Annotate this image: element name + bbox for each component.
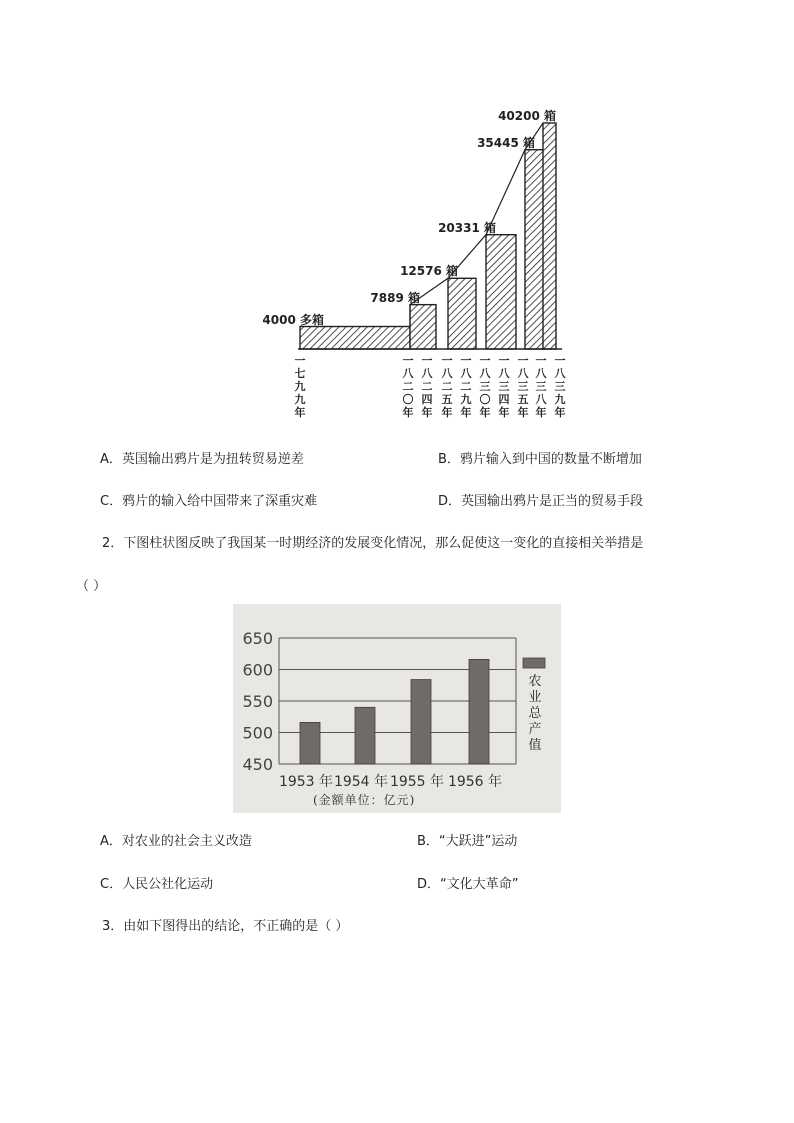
agri-chart-svg xyxy=(233,604,561,813)
legend-swatch xyxy=(523,658,545,668)
bar-value-label: 20331 箱 xyxy=(438,220,496,235)
q2-stem xyxy=(102,532,643,551)
q1-option-d[interactable]: D．英国输出鸦片是正当的贸易手段 xyxy=(438,494,644,509)
year-tick-label: 一八二五年 xyxy=(441,354,453,419)
year-tick-label: 一八二〇年 xyxy=(402,354,414,419)
x-tick-label: 1954 年 xyxy=(333,774,389,790)
year-tick-label: 一八三〇年 xyxy=(479,354,491,419)
q2-option-a[interactable]: A．对农业的社会主义改造 xyxy=(100,834,252,849)
year-tick-label: 一八三四年 xyxy=(498,354,510,419)
year-tick-label: 一八二九年 xyxy=(460,354,472,419)
q1-option-c[interactable]: C．鸦片的输入给中国带来了深重灾难 xyxy=(100,494,318,509)
opium-bar xyxy=(486,235,516,349)
x-tick-label: 1956 年 xyxy=(447,774,503,790)
year-tick-label: 一七九九年 xyxy=(294,354,306,419)
y-tick-label: 550 xyxy=(242,692,273,711)
bar-value-label: 7889 箱 xyxy=(370,290,420,305)
opium-bar xyxy=(300,327,410,349)
output-bar xyxy=(411,680,431,764)
bar-value-label: 12576 箱 xyxy=(400,264,458,279)
opium-bar xyxy=(410,305,436,349)
chart-note: (金额单位：亿元) xyxy=(313,793,416,807)
opium-chart xyxy=(240,100,570,420)
q3-number: 3． xyxy=(102,919,124,934)
output-bar xyxy=(355,707,375,764)
y-tick-label: 500 xyxy=(242,723,273,743)
q2-option-d[interactable]: D．“文化大革命” xyxy=(417,877,519,892)
y-tick-label: 450 xyxy=(242,755,273,774)
q3-text: 由如下图得出的结论，不正确的是（ ） xyxy=(123,919,349,934)
bar-value-label: 35445 箱 xyxy=(477,135,535,150)
opium-bar xyxy=(448,278,476,349)
legend-label: 农业总产值 xyxy=(528,674,542,753)
q3-stem xyxy=(102,915,348,934)
year-tick-label: 一八三九年 xyxy=(554,354,566,419)
bar-value-label: 4000 多箱 xyxy=(262,312,324,327)
q1-option-b[interactable]: B．鸦片输入到中国的数量不断增加 xyxy=(438,452,642,467)
y-tick-label: 650 xyxy=(242,629,273,648)
y-tick-label: 600 xyxy=(242,660,273,680)
opium-bar xyxy=(543,123,556,349)
agri-chart xyxy=(233,604,561,813)
q2-text: 下图柱状图反映了我国某一时期经济的发展变化情况，那么促使这一变化的直接相关举措是 xyxy=(123,536,644,551)
q2-number: 2． xyxy=(102,536,124,551)
year-tick-label: 一八三八年 xyxy=(535,354,547,419)
q2-option-c[interactable]: C．人民公社化运动 xyxy=(100,877,214,892)
q2-option-b[interactable]: B．“大跃进”运动 xyxy=(417,834,518,849)
q1-option-a[interactable]: A．英国输出鸦片是为扭转贸易逆差 xyxy=(100,452,304,467)
x-tick-label: 1953 年 xyxy=(278,774,334,790)
q2-answer-blank: （ ） xyxy=(76,579,107,594)
output-bar xyxy=(469,659,489,764)
bar-value-label: 40200 箱 xyxy=(498,109,556,123)
year-tick-label: 一八三五年 xyxy=(517,354,529,419)
x-tick-label: 1955 年 xyxy=(389,774,445,790)
output-bar xyxy=(300,722,320,764)
year-tick-label: 一八二四年 xyxy=(421,354,433,419)
